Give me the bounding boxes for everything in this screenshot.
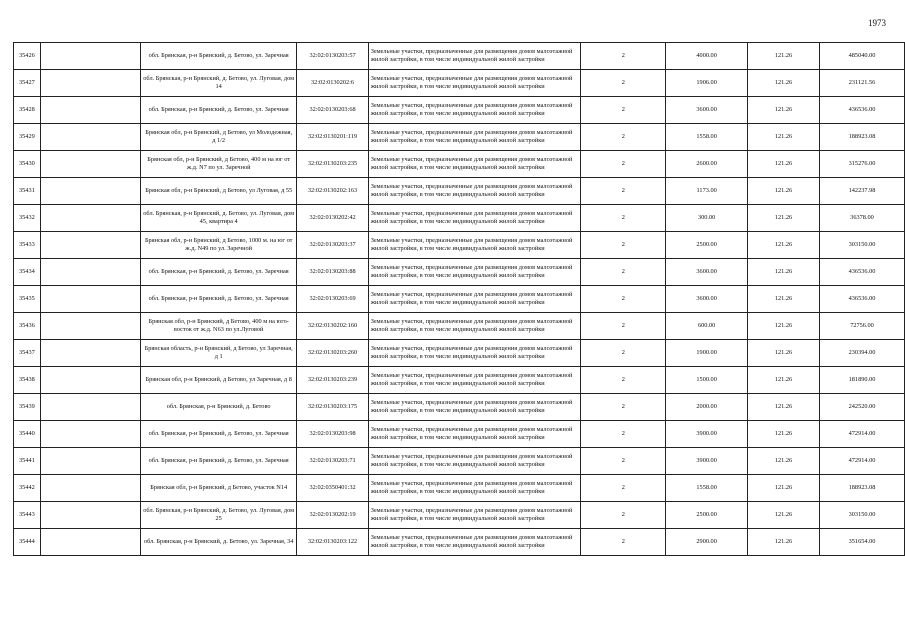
empty-cell: [40, 340, 140, 367]
rate-cell: 121.26: [748, 421, 820, 448]
table-row: [14, 151, 905, 178]
address-cell: Брянская обл, р-н Брянский, д Бетово, ул Молодежная, д 1/2: [140, 124, 296, 151]
cadastral-value-cell: 181890.00: [820, 367, 905, 394]
cadastral-value-cell: 315276.00: [820, 151, 905, 178]
cadastral-number-cell: 32:02:0130203:88: [297, 259, 368, 286]
rate-cell: 121.26: [748, 502, 820, 529]
area-cell: 3900.00: [666, 448, 748, 475]
empty-cell: [40, 70, 140, 97]
area-cell: 1558.00: [666, 475, 748, 502]
rate-cell: 121.26: [748, 475, 820, 502]
empty-cell: [40, 367, 140, 394]
area-cell: 2900.00: [666, 529, 748, 556]
address-cell: Брянская обл, р-н Брянский, д Бетово, ул Луговая, д 55: [140, 178, 296, 205]
page-number: 1973: [868, 18, 886, 28]
empty-cell: [40, 178, 140, 205]
row-number: 35439: [14, 394, 41, 421]
address-cell: обл. Брянская, р-н Брянский, д. Бетово, ул. Заречная: [140, 286, 296, 313]
land-use-cell: Земельные участки, предназначенные для размещения домов малоэтажной жилой застройки, в том числе индивидуальной жилой застройки: [368, 421, 581, 448]
empty-cell: [40, 232, 140, 259]
address-cell: Брянская обл, р-н Брянский, д Бетово, 400 м на юго-восток от ж.д. N63 по ул.Луговой: [140, 313, 296, 340]
category-cell: 2: [581, 313, 666, 340]
category-cell: 2: [581, 394, 666, 421]
category-cell: 2: [581, 124, 666, 151]
area-cell: 3600.00: [666, 259, 748, 286]
land-use-cell: Земельные участки, предназначенные для размещения домов малоэтажной жилой застройки, в том числе индивидуальной жилой застройки: [368, 475, 581, 502]
land-use-cell: Земельные участки, предназначенные для размещения домов малоэтажной жилой застройки, в том числе индивидуальной жилой застройки: [368, 205, 581, 232]
category-cell: 2: [581, 205, 666, 232]
rate-cell: 121.26: [748, 232, 820, 259]
cadastral-value-cell: 231121.56: [820, 70, 905, 97]
table-row: [14, 43, 905, 70]
row-number: 35433: [14, 232, 41, 259]
table-row: [14, 340, 905, 367]
address-cell: Брянская обл, р-н Брянский, д Бетово, участок N14: [140, 475, 296, 502]
land-use-cell: Земельные участки, предназначенные для размещения домов малоэтажной жилой застройки, в том числе индивидуальной жилой застройки: [368, 151, 581, 178]
cadastral-number-cell: 32:02:0130203:68: [297, 97, 368, 124]
cadastral-value-cell: 485040.00: [820, 43, 905, 70]
table-row: [14, 259, 905, 286]
empty-cell: [40, 124, 140, 151]
category-cell: 2: [581, 43, 666, 70]
cadastral-value-cell: 436536.00: [820, 286, 905, 313]
row-number: 35444: [14, 529, 41, 556]
category-cell: 2: [581, 286, 666, 313]
cadastral-number-cell: 32:02:0130201:119: [297, 124, 368, 151]
empty-cell: [40, 421, 140, 448]
land-use-cell: Земельные участки, предназначенные для размещения домов малоэтажной жилой застройки, в том числе индивидуальной жилой застройки: [368, 529, 581, 556]
land-use-cell: Земельные участки, предназначенные для размещения домов малоэтажной жилой застройки, в том числе индивидуальной жилой застройки: [368, 448, 581, 475]
cadastral-number-cell: 32:02:0130203:71: [297, 448, 368, 475]
row-number: 35438: [14, 367, 41, 394]
address-cell: обл. Брянская, р-н Брянский, д. Бетово, ул. Луговая, дом 45, квартира 4: [140, 205, 296, 232]
empty-cell: [40, 43, 140, 70]
empty-cell: [40, 529, 140, 556]
cadastral-number-cell: 32:02:0130203:175: [297, 394, 368, 421]
cadastral-number-cell: 32:02:0130202:6: [297, 70, 368, 97]
land-use-cell: Земельные участки, предназначенные для размещения домов малоэтажной жилой застройки, в том числе индивидуальной жилой застройки: [368, 124, 581, 151]
land-use-cell: Земельные участки, предназначенные для размещения домов малоэтажной жилой застройки, в том числе индивидуальной жилой застройки: [368, 70, 581, 97]
rate-cell: 121.26: [748, 313, 820, 340]
land-use-cell: Земельные участки, предназначенные для размещения домов малоэтажной жилой застройки, в том числе индивидуальной жилой застройки: [368, 340, 581, 367]
cadastral-value-cell: 242520.00: [820, 394, 905, 421]
rate-cell: 121.26: [748, 394, 820, 421]
rate-cell: 121.26: [748, 97, 820, 124]
empty-cell: [40, 286, 140, 313]
table-row: [14, 124, 905, 151]
category-cell: 2: [581, 421, 666, 448]
cadastral-value-cell: 72756.00: [820, 313, 905, 340]
row-number: 35432: [14, 205, 41, 232]
area-cell: 1900.00: [666, 340, 748, 367]
cadastral-number-cell: 32:02:0350401:32: [297, 475, 368, 502]
category-cell: 2: [581, 232, 666, 259]
row-number: 35427: [14, 70, 41, 97]
cadastral-number-cell: 32:02:0130203:239: [297, 367, 368, 394]
table-row: [14, 394, 905, 421]
cadastral-number-cell: 32:02:0130203:57: [297, 43, 368, 70]
area-cell: 1558.00: [666, 124, 748, 151]
category-cell: 2: [581, 448, 666, 475]
table-row: [14, 421, 905, 448]
row-number: 35430: [14, 151, 41, 178]
cadastral-value-cell: 436536.00: [820, 259, 905, 286]
land-use-cell: Земельные участки, предназначенные для размещения домов малоэтажной жилой застройки, в том числе индивидуальной жилой застройки: [368, 394, 581, 421]
address-cell: обл. Брянская, р-н Брянский, д. Бетово, ул. Заречная: [140, 448, 296, 475]
address-cell: обл. Брянская, р-н Брянский, д. Бетово, ул. Заречная: [140, 259, 296, 286]
land-use-cell: Земельные участки, предназначенные для размещения домов малоэтажной жилой застройки, в том числе индивидуальной жилой застройки: [368, 502, 581, 529]
land-use-cell: Земельные участки, предназначенные для размещения домов малоэтажной жилой застройки, в том числе индивидуальной жилой застройки: [368, 286, 581, 313]
category-cell: 2: [581, 70, 666, 97]
land-use-cell: Земельные участки, предназначенные для размещения домов малоэтажной жилой застройки, в том числе индивидуальной жилой застройки: [368, 97, 581, 124]
row-number: 35435: [14, 286, 41, 313]
address-cell: Брянская обл, р-н Брянский, д Бетово, ул Заречная, д 8: [140, 367, 296, 394]
rate-cell: 121.26: [748, 448, 820, 475]
address-cell: обл. Брянская, р-н Брянский, д. Бетово, ул. Луговая, дом 14: [140, 70, 296, 97]
table-row: [14, 475, 905, 502]
area-cell: 2600.00: [666, 151, 748, 178]
empty-cell: [40, 151, 140, 178]
area-cell: 2500.00: [666, 502, 748, 529]
land-use-cell: Земельные участки, предназначенные для размещения домов малоэтажной жилой застройки, в том числе индивидуальной жилой застройки: [368, 367, 581, 394]
table-row: [14, 286, 905, 313]
category-cell: 2: [581, 259, 666, 286]
area-cell: 1500.00: [666, 367, 748, 394]
rate-cell: 121.26: [748, 124, 820, 151]
table-row: [14, 205, 905, 232]
area-cell: 600.00: [666, 313, 748, 340]
table-body: [14, 43, 905, 556]
row-number: 35431: [14, 178, 41, 205]
cadastral-number-cell: 32:02:0130203:260: [297, 340, 368, 367]
empty-cell: [40, 502, 140, 529]
cadastral-number-cell: 32:02:0130202:19: [297, 502, 368, 529]
cadastral-value-table: [13, 42, 905, 556]
land-use-cell: Земельные участки, предназначенные для размещения домов малоэтажной жилой застройки, в том числе индивидуальной жилой застройки: [368, 313, 581, 340]
area-cell: 4000.00: [666, 43, 748, 70]
empty-cell: [40, 394, 140, 421]
category-cell: 2: [581, 178, 666, 205]
rate-cell: 121.26: [748, 70, 820, 97]
rate-cell: 121.26: [748, 178, 820, 205]
table-row: [14, 502, 905, 529]
table-row: [14, 178, 905, 205]
category-cell: 2: [581, 367, 666, 394]
cadastral-value-cell: 142237.98: [820, 178, 905, 205]
address-cell: Брянская область, р-н Брянский, д Бетово, ул Заречная, д 1: [140, 340, 296, 367]
row-number: 35428: [14, 97, 41, 124]
rate-cell: 121.26: [748, 367, 820, 394]
table-row: [14, 70, 905, 97]
land-use-cell: Земельные участки, предназначенные для размещения домов малоэтажной жилой застройки, в том числе индивидуальной жилой застройки: [368, 43, 581, 70]
land-use-cell: Земельные участки, предназначенные для размещения домов малоэтажной жилой застройки, в том числе индивидуальной жилой застройки: [368, 259, 581, 286]
cadastral-value-cell: 188923.08: [820, 124, 905, 151]
cadastral-value-cell: 472914.00: [820, 448, 905, 475]
area-cell: 1906.00: [666, 70, 748, 97]
row-number: 35437: [14, 340, 41, 367]
cadastral-value-cell: 303150.00: [820, 232, 905, 259]
address-cell: обл. Брянская, р-н Брянский, д. Бетово, ул. Заречная: [140, 421, 296, 448]
cadastral-value-cell: 36378.00: [820, 205, 905, 232]
cadastral-value-cell: 188923.08: [820, 475, 905, 502]
rate-cell: 121.26: [748, 529, 820, 556]
row-number: 35440: [14, 421, 41, 448]
cadastral-number-cell: 32:02:0130202:163: [297, 178, 368, 205]
table-row: [14, 232, 905, 259]
cadastral-number-cell: 32:02:0130202:42: [297, 205, 368, 232]
area-cell: 1173.00: [666, 178, 748, 205]
cadastral-value-cell: 303150.00: [820, 502, 905, 529]
category-cell: 2: [581, 151, 666, 178]
empty-cell: [40, 205, 140, 232]
land-use-cell: Земельные участки, предназначенные для размещения домов малоэтажной жилой застройки, в том числе индивидуальной жилой застройки: [368, 232, 581, 259]
row-number: 35443: [14, 502, 41, 529]
row-number: 35434: [14, 259, 41, 286]
category-cell: 2: [581, 97, 666, 124]
address-cell: обл. Брянская, р-н Брянский, д. Бетово, ул. Заречная: [140, 97, 296, 124]
cadastral-number-cell: 32:02:0130203:235: [297, 151, 368, 178]
cadastral-value-cell: 351654.00: [820, 529, 905, 556]
table-row: [14, 313, 905, 340]
address-cell: обл. Брянская, р-н Брянский, д. Бетово, ул. Заречная, 34: [140, 529, 296, 556]
category-cell: 2: [581, 475, 666, 502]
address-cell: обл. Брянская, р-н Брянский, д. Бетово, ул. Луговая, дом 25: [140, 502, 296, 529]
land-use-cell: Земельные участки, предназначенные для размещения домов малоэтажной жилой застройки, в том числе индивидуальной жилой застройки: [368, 178, 581, 205]
address-cell: обл. Брянская, р-н Брянский, д. Бетово: [140, 394, 296, 421]
cadastral-number-cell: 32:02:0130203:37: [297, 232, 368, 259]
cadastral-value-cell: 436536.00: [820, 97, 905, 124]
address-cell: Брянская обл, р-н Брянский, д Бетово, 1000 м. на юг от ж.д. N49 по ул. Заречной: [140, 232, 296, 259]
empty-cell: [40, 259, 140, 286]
rate-cell: 121.26: [748, 340, 820, 367]
category-cell: 2: [581, 340, 666, 367]
row-number: 35429: [14, 124, 41, 151]
address-cell: Брянская обл, р-н Брянский, д Бетово, 400 м на юг от ж.д. N7 по ул. Заречной: [140, 151, 296, 178]
row-number: 35426: [14, 43, 41, 70]
area-cell: 3900.00: [666, 421, 748, 448]
category-cell: 2: [581, 502, 666, 529]
row-number: 35442: [14, 475, 41, 502]
area-cell: 2000.00: [666, 394, 748, 421]
rate-cell: 121.26: [748, 259, 820, 286]
row-number: 35441: [14, 448, 41, 475]
empty-cell: [40, 313, 140, 340]
table-row: [14, 448, 905, 475]
rate-cell: 121.26: [748, 151, 820, 178]
area-cell: 300.00: [666, 205, 748, 232]
empty-cell: [40, 97, 140, 124]
cadastral-number-cell: 32:02:0130203:98: [297, 421, 368, 448]
table-row: [14, 97, 905, 124]
rate-cell: 121.26: [748, 286, 820, 313]
row-number: 35436: [14, 313, 41, 340]
category-cell: 2: [581, 529, 666, 556]
empty-cell: [40, 448, 140, 475]
rate-cell: 121.26: [748, 43, 820, 70]
cadastral-value-cell: 472914.00: [820, 421, 905, 448]
table-row: [14, 529, 905, 556]
area-cell: 3600.00: [666, 97, 748, 124]
cadastral-number-cell: 32:02:0130203:122: [297, 529, 368, 556]
area-cell: 3600.00: [666, 286, 748, 313]
cadastral-number-cell: 32:02:0130202:160: [297, 313, 368, 340]
cadastral-number-cell: 32:02:0130203:69: [297, 286, 368, 313]
area-cell: 2500.00: [666, 232, 748, 259]
address-cell: обл. Брянская, р-н Брянский, д. Бетово, ул. Заречная: [140, 43, 296, 70]
rate-cell: 121.26: [748, 205, 820, 232]
cadastral-value-cell: 230394.00: [820, 340, 905, 367]
table-row: [14, 367, 905, 394]
empty-cell: [40, 475, 140, 502]
